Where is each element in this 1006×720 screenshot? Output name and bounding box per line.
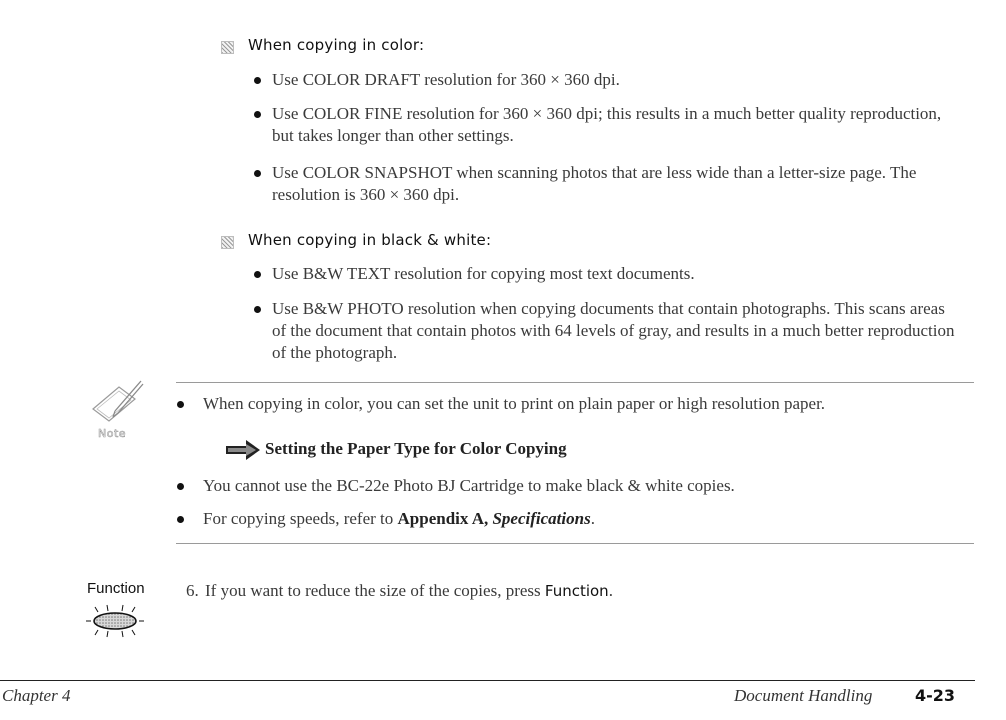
step-text [205, 580, 965, 602]
section-marker-icon [221, 236, 234, 249]
bullet-icon [177, 483, 184, 490]
footer-rule [0, 680, 975, 681]
specifications-ref: Specifications [492, 509, 591, 528]
function-button-icon [84, 580, 170, 642]
list-item: Use COLOR FINE resolution for 360 × 360 dpi; this results in a much better quality reproduction, but takes longer than other settings. [272, 104, 942, 145]
step-instruction: If you want to reduce the size of the copies, press [205, 581, 545, 600]
list-item: Use COLOR SNAPSHOT when scanning photos that are less wide than a letter-size page. The resolution is 360 × 360 dpi. [272, 163, 917, 204]
bullet-icon [254, 77, 261, 84]
bw-section-heading: When copying in black & white: [248, 231, 492, 249]
list-item: Use B&W TEXT resolution for copying most text documents. [272, 264, 695, 283]
section-marker-icon [221, 41, 234, 54]
bullet-icon [254, 271, 261, 278]
note-bottom-rule [176, 543, 974, 544]
bullet-icon [254, 170, 261, 177]
bullet-icon [177, 401, 184, 408]
note-top-rule [176, 382, 974, 383]
note-item: When copying in color, you can set the unit to print on plain paper or high resolution paper. [203, 394, 826, 413]
note-item: You cannot use the BC-22e Photo BJ Cartridge to make black & white copies. [203, 476, 735, 495]
appendix-ref: Appendix A, [397, 509, 489, 528]
footer-chapter: Chapter 4 [2, 686, 71, 705]
footer-section: Document Handling [734, 686, 873, 705]
bullet-icon [254, 306, 261, 313]
bullet-icon [254, 111, 261, 118]
function-button-label: Function [87, 580, 145, 597]
color-section-heading: When copying in color: [248, 36, 425, 54]
list-item: Use B&W PHOTO resolution when copying documents that contain photographs. This scans areas of the document that contain photos with 64 levels of gray, and results in a much better reproduction of the photograph. [272, 299, 955, 362]
cross-reference-link[interactable]: Setting the Paper Type for Color Copying [265, 439, 567, 458]
footer-page-number: 4-23 [915, 686, 956, 705]
bullet-icon [177, 516, 184, 523]
step-end: . [608, 581, 613, 600]
step-number: 6. [186, 581, 199, 600]
note-item-end: . [590, 509, 595, 528]
arrow-icon [224, 439, 262, 461]
list-item: Use COLOR DRAFT resolution for 360 × 360 dpi. [272, 70, 620, 89]
note-label: Note [98, 427, 127, 440]
note-item-text: For copying speeds, refer to [203, 509, 398, 528]
note-item [203, 508, 923, 530]
function-key-name: Function [544, 582, 609, 600]
note-icon [85, 375, 149, 445]
